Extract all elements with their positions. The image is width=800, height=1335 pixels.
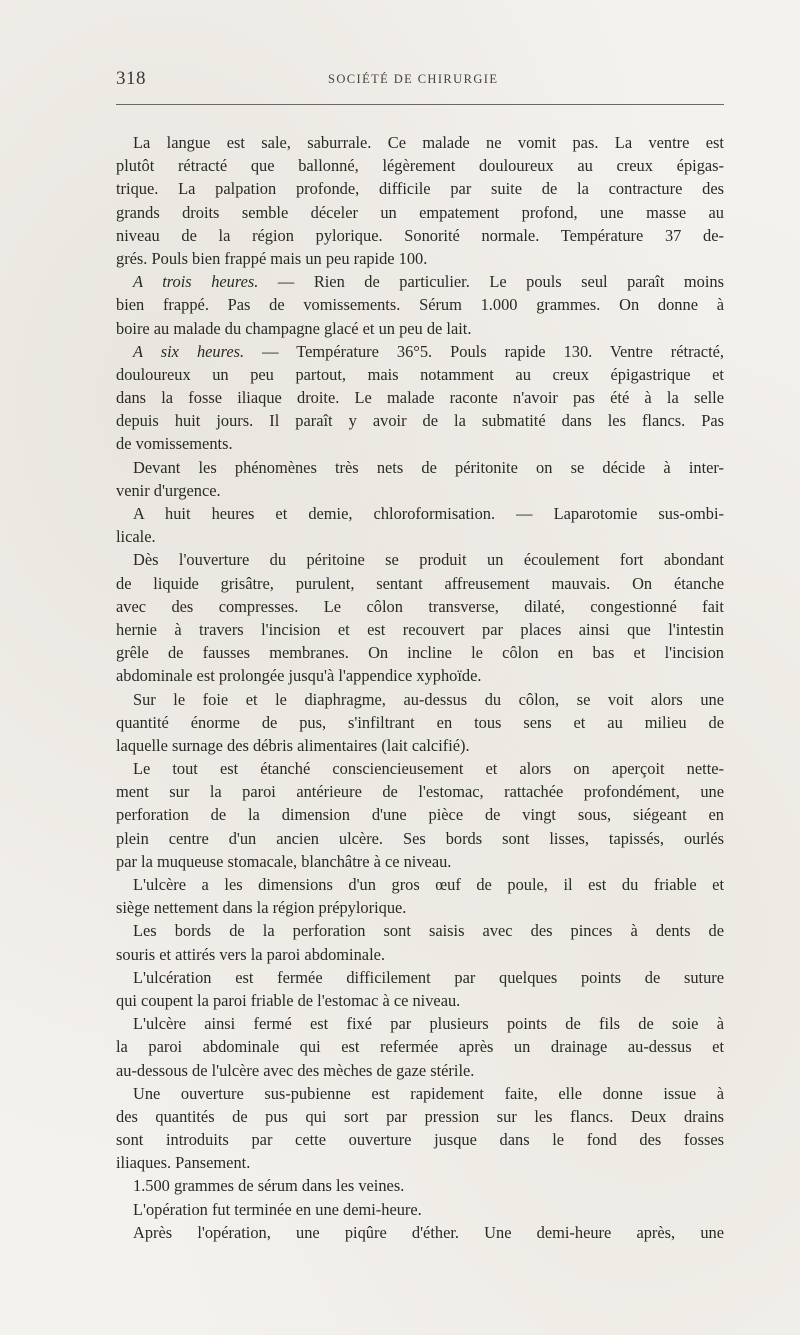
text-line (116, 1221, 724, 1244)
line-text: boire au malade du champagne glacé et un peu de lait. (116, 318, 472, 338)
line-text: La langue est sale, saburrale. Ce malade ne vomit pas. La ventre est (133, 133, 724, 152)
text-line (116, 757, 724, 780)
line-text: 1.500 grammes de sérum dans les veines. (133, 1176, 405, 1196)
line-text: de liquide grisâtre, purulent, sentant affreusement mauvais. On étanche (116, 573, 724, 593)
text-line (116, 247, 724, 270)
text-line (116, 548, 724, 571)
line-text: abdominale est prolongée jusqu'à l'appendice xyphoïde. (116, 666, 482, 686)
text-line (116, 850, 724, 873)
line-text: A huit heures et demie, chloroformisation. — Laparotomie sus-ombi- (133, 504, 724, 523)
text-line (116, 525, 724, 548)
line-text: L'ulcère ainsi fermé est fixé par plusieurs points de fils de soie à (133, 1014, 724, 1034)
line-text: Devant les phénomènes très nets de péritonite on se décide à inter- (133, 457, 724, 477)
italic-time-label: A six heures. (133, 341, 245, 361)
line-text: siège nettement dans la région prépylorique. (116, 898, 407, 918)
line-text: trique. La palpation profonde, difficile par suite de la contracture des (116, 179, 724, 199)
text-line (116, 595, 724, 618)
line-text: Le tout est étanché consciencieusement et alors on aperçoit nette- (133, 759, 724, 779)
text-line (116, 363, 724, 386)
text-line (116, 780, 724, 803)
line-text: sont introduits par cette ouverture jusque dans le fond des fosses (116, 1130, 724, 1150)
line-text: licale. (116, 527, 156, 547)
running-head (116, 68, 726, 98)
line-text: souris et attirés vers la paroi abdominale. (116, 944, 385, 964)
line-text: L'ulcère a les dimensions d'un gros œuf de poule, il est du friable et (133, 875, 724, 894)
text-line (116, 734, 724, 757)
line-text: qui coupent la paroi friable de l'estomac à ce niveau. (116, 990, 461, 1010)
text-line (116, 989, 724, 1012)
text-line (116, 1082, 724, 1105)
line-text: quantité énorme de pus, s'infiltrant en tous sens et au milieu de (116, 712, 724, 732)
line-text: niveau de la région pylorique. Sonorité normale. Température 37 de- (116, 225, 724, 245)
line-text: bien frappé. Pas de vomissements. Sérum 1.000 grammes. On donne à (116, 295, 724, 315)
line-text: grêle de fausses membranes. On incline le côlon en bas et l'incision (116, 643, 724, 663)
text-line (116, 479, 724, 502)
text-line (116, 177, 724, 200)
line-text: laquelle surnage des débris alimentaires (lait calcifié). (116, 735, 470, 755)
text-line (116, 224, 724, 247)
text-line (116, 618, 724, 641)
text-line (116, 201, 724, 224)
line-text: perforation de la dimension d'une pièce de vingt sous, siégeant en (116, 805, 724, 825)
text-line (116, 943, 724, 966)
line-text: — Rien de particulier. Le pouls seul paraît moins (258, 272, 724, 292)
page-number: 318 (116, 68, 146, 89)
text-line (116, 456, 724, 479)
line-text: avec des compresses. Le côlon transverse, dilaté, congestionné fait (116, 596, 724, 616)
text-line (116, 919, 724, 942)
line-text: de vomissements. (116, 434, 233, 454)
line-text: au-dessous de l'ulcère avec des mèches de gaze stérile. (116, 1060, 475, 1080)
text-line (116, 664, 724, 687)
line-text: hernie à travers l'incision et est recouvert par places ainsi que l'intestin (116, 619, 724, 639)
line-text: grands droits semble déceler un empatement profond, une masse au (116, 202, 724, 222)
text-line (116, 1105, 724, 1128)
line-text: ment sur la paroi antérieure de l'estomac, rattachée profondément, une (116, 782, 724, 802)
line-text: iliaques. Pansement. (116, 1153, 251, 1173)
text-line (116, 688, 724, 711)
text-line (116, 1198, 724, 1221)
italic-time-label: A trois heures. (133, 272, 259, 292)
line-text: Les bords de la perforation sont saisis avec des pinces à dents de (133, 921, 724, 941)
line-text: la paroi abdominale qui est refermée après un drainage au-dessus et (116, 1037, 724, 1057)
line-text: L'opération fut terminée en une demi-heure. (133, 1199, 422, 1219)
text-line (116, 711, 724, 734)
line-text: Dès l'ouverture du péritoine se produit un écoulement fort abondant (133, 550, 724, 570)
text-line (116, 386, 724, 409)
line-text: douloureux un peu partout, mais notamment au creux épigastrique et (116, 364, 724, 384)
text-line (116, 1012, 724, 1035)
text-line (116, 896, 724, 919)
line-text: plein centre d'un ancien ulcère. Ses bords sont lisses, tapissés, ourlés (116, 828, 724, 848)
line-text: Après l'opération, une piqûre d'éther. Une demi-heure après, une (133, 1222, 724, 1242)
text-line (116, 340, 724, 363)
line-text: grés. Pouls bien frappé mais un peu rapide 100. (116, 248, 428, 268)
text-line (116, 1059, 724, 1082)
text-line (116, 1151, 724, 1174)
line-text: L'ulcération est fermée difficilement par quelques points de suture (133, 967, 724, 987)
header-rule (116, 104, 724, 105)
text-line (116, 873, 724, 896)
line-text: Une ouverture sus-pubienne est rapidement faite, elle donne issue à (133, 1083, 724, 1103)
text-line (116, 827, 724, 850)
text-line (116, 1128, 724, 1151)
line-text: plutôt rétracté que ballonné, légèrement douloureux au creux épigas- (116, 156, 724, 176)
text-line (116, 502, 724, 525)
line-text: — Température 36°5. Pouls rapide 130. Ventre rétracté, (244, 341, 724, 361)
line-text: depuis huit jours. Il paraît y avoir de la submatité dans les flancs. Pas (116, 411, 724, 431)
text-line (116, 131, 724, 154)
text-line (116, 803, 724, 826)
text-line (116, 293, 724, 316)
text-line (116, 1174, 724, 1197)
journal-title: SOCIÉTÉ DE CHIRURGIE (328, 72, 499, 86)
text-line (116, 154, 724, 177)
line-text: par la muqueuse stomacale, blanchâtre à ce niveau. (116, 851, 452, 871)
text-line (116, 409, 724, 432)
text-line (116, 641, 724, 664)
text-line (116, 270, 724, 293)
text-line (116, 317, 724, 340)
line-text: des quantités de pus qui sort par pression sur les flancs. Deux drains (116, 1106, 724, 1126)
line-text: dans la fosse iliaque droite. Le malade raconte n'avoir pas été à la selle (116, 388, 724, 408)
text-line (116, 1035, 724, 1058)
body-text (116, 131, 724, 1244)
line-text: venir d'urgence. (116, 480, 221, 500)
text-line (116, 572, 724, 595)
text-line (116, 432, 724, 455)
text-line (116, 966, 724, 989)
line-text: Sur le foie et le diaphragme, au-dessus du côlon, se voit alors une (133, 689, 724, 709)
